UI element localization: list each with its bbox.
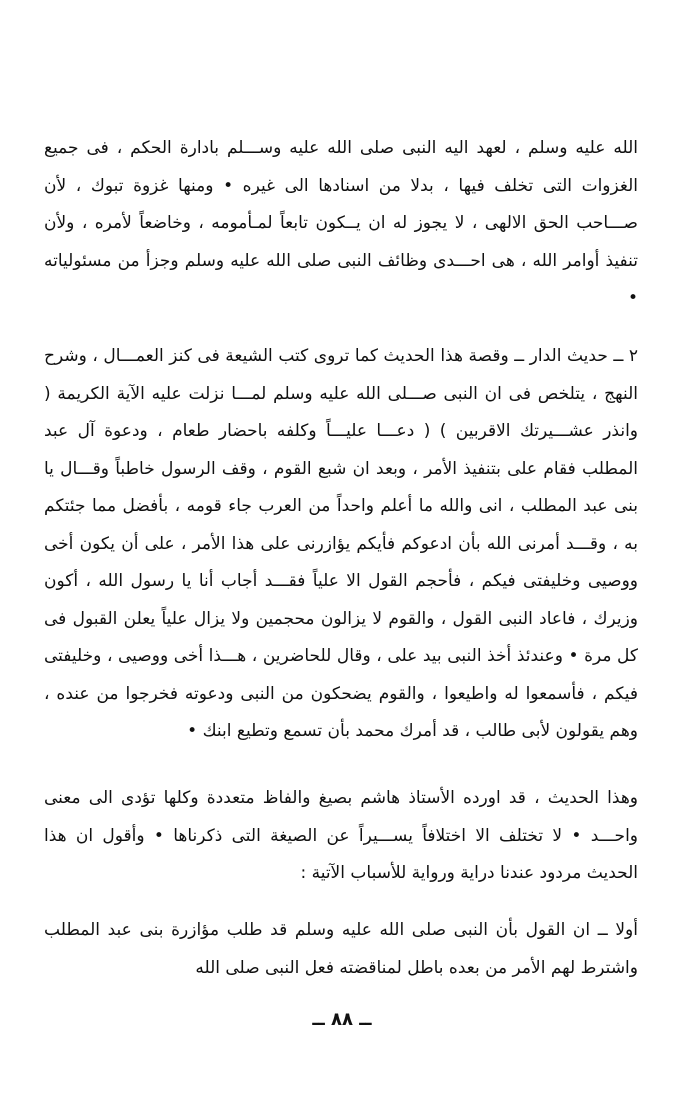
paragraph-1: الله عليه وسلم ، لعهد اليه النبى صلى الله عليه وســـلم بادارة الحكم ، فى جميع الغزوات التى تخلف فيها ، بدلا من اسنادها الى غيره • ومنها غزوة تبوك ، لأن صـــاحب الحق الالهى ، لا يجوز له ان يــكون تابعاً لمـأمومه ، وخاضعاً لأمره ، ولأن تنفيذ أوامر الله ، هى احـــدى وظائف النبى صلى الله عليه وسلم وجزأ من مسئولياته •: [44, 138, 638, 308]
paragraph-4: أولا ــ ان القول بأن النبى صلى الله عليه وسلم قد طلب مؤازرة بنى عبد المطلب واشترط لهم الأمر من بعده باطل لمناقضته فعل النبى صلى الله: [44, 920, 638, 978]
page-number: ــ ٨٨ ــ: [312, 1009, 372, 1030]
paragraph-2: ٢ ــ حديث الدار ــ وقصة هذا الحديث كما تروى كتب الشيعة فى كنز العمـــال ، وشرح النهج ، يتلخص فى ان النبى صـــلى الله عليه وسلم لمـــا نزلت عليه الآية الكريمة ( وانذر عشـــيرتك الاقربين ) ( دعـــا عليـــاً وكلفه باحضار طعام ، ودعوة آل عبد المطلب فقام على بتنفيذ الأمر ، وبعد ان شبع القوم ، وقف الرسول خاطباً وقـــال يا بنى عبد المطلب ، انى والله ما أعلم واحداً من العرب جاء قومه ، بأفضل مما جئتكم به ، وقـــد أمرنى الله بأن ادعوكم فأيكم يؤازرنى على هذا الأمر ، على أن يكون أخى ووصيى وخليفتى فيكم ، فأحجم القول الا علياً فقـــد أجاب أنا يا رسول الله ، أكون وزيرك ، فاعاد النبى القول ، والقوم لا يزالون محجمين ولا يزال علياً يعلن القبول فى كل مرة • وعندئذ أخذ النبى بيد على ، وقال للحاضرين ، هـــذا أخى ووصيى ، وخليفتى فيكم ، فأسمعوا له واطيعوا ، والقوم يضحكون من النبى ودعوته فخرجوا من عنده ، وهم يقولون لأبى طالب ، قد أمرك محمد بأن تسمع وتطيع ابنك •: [44, 346, 638, 741]
paragraph-3: وهذا الحديث ، قد اورده الأستاذ هاشم بصيغ والفاظ متعددة وكلها تؤدى الى معنى واحـــد • لا تختلف الا اختلافاً يســـيراً عن الصيغة التى ذكرناها • وأقول ان هذا الحديث مردود عندنا دراية ورواية للأسباب الآتية :: [44, 788, 638, 883]
